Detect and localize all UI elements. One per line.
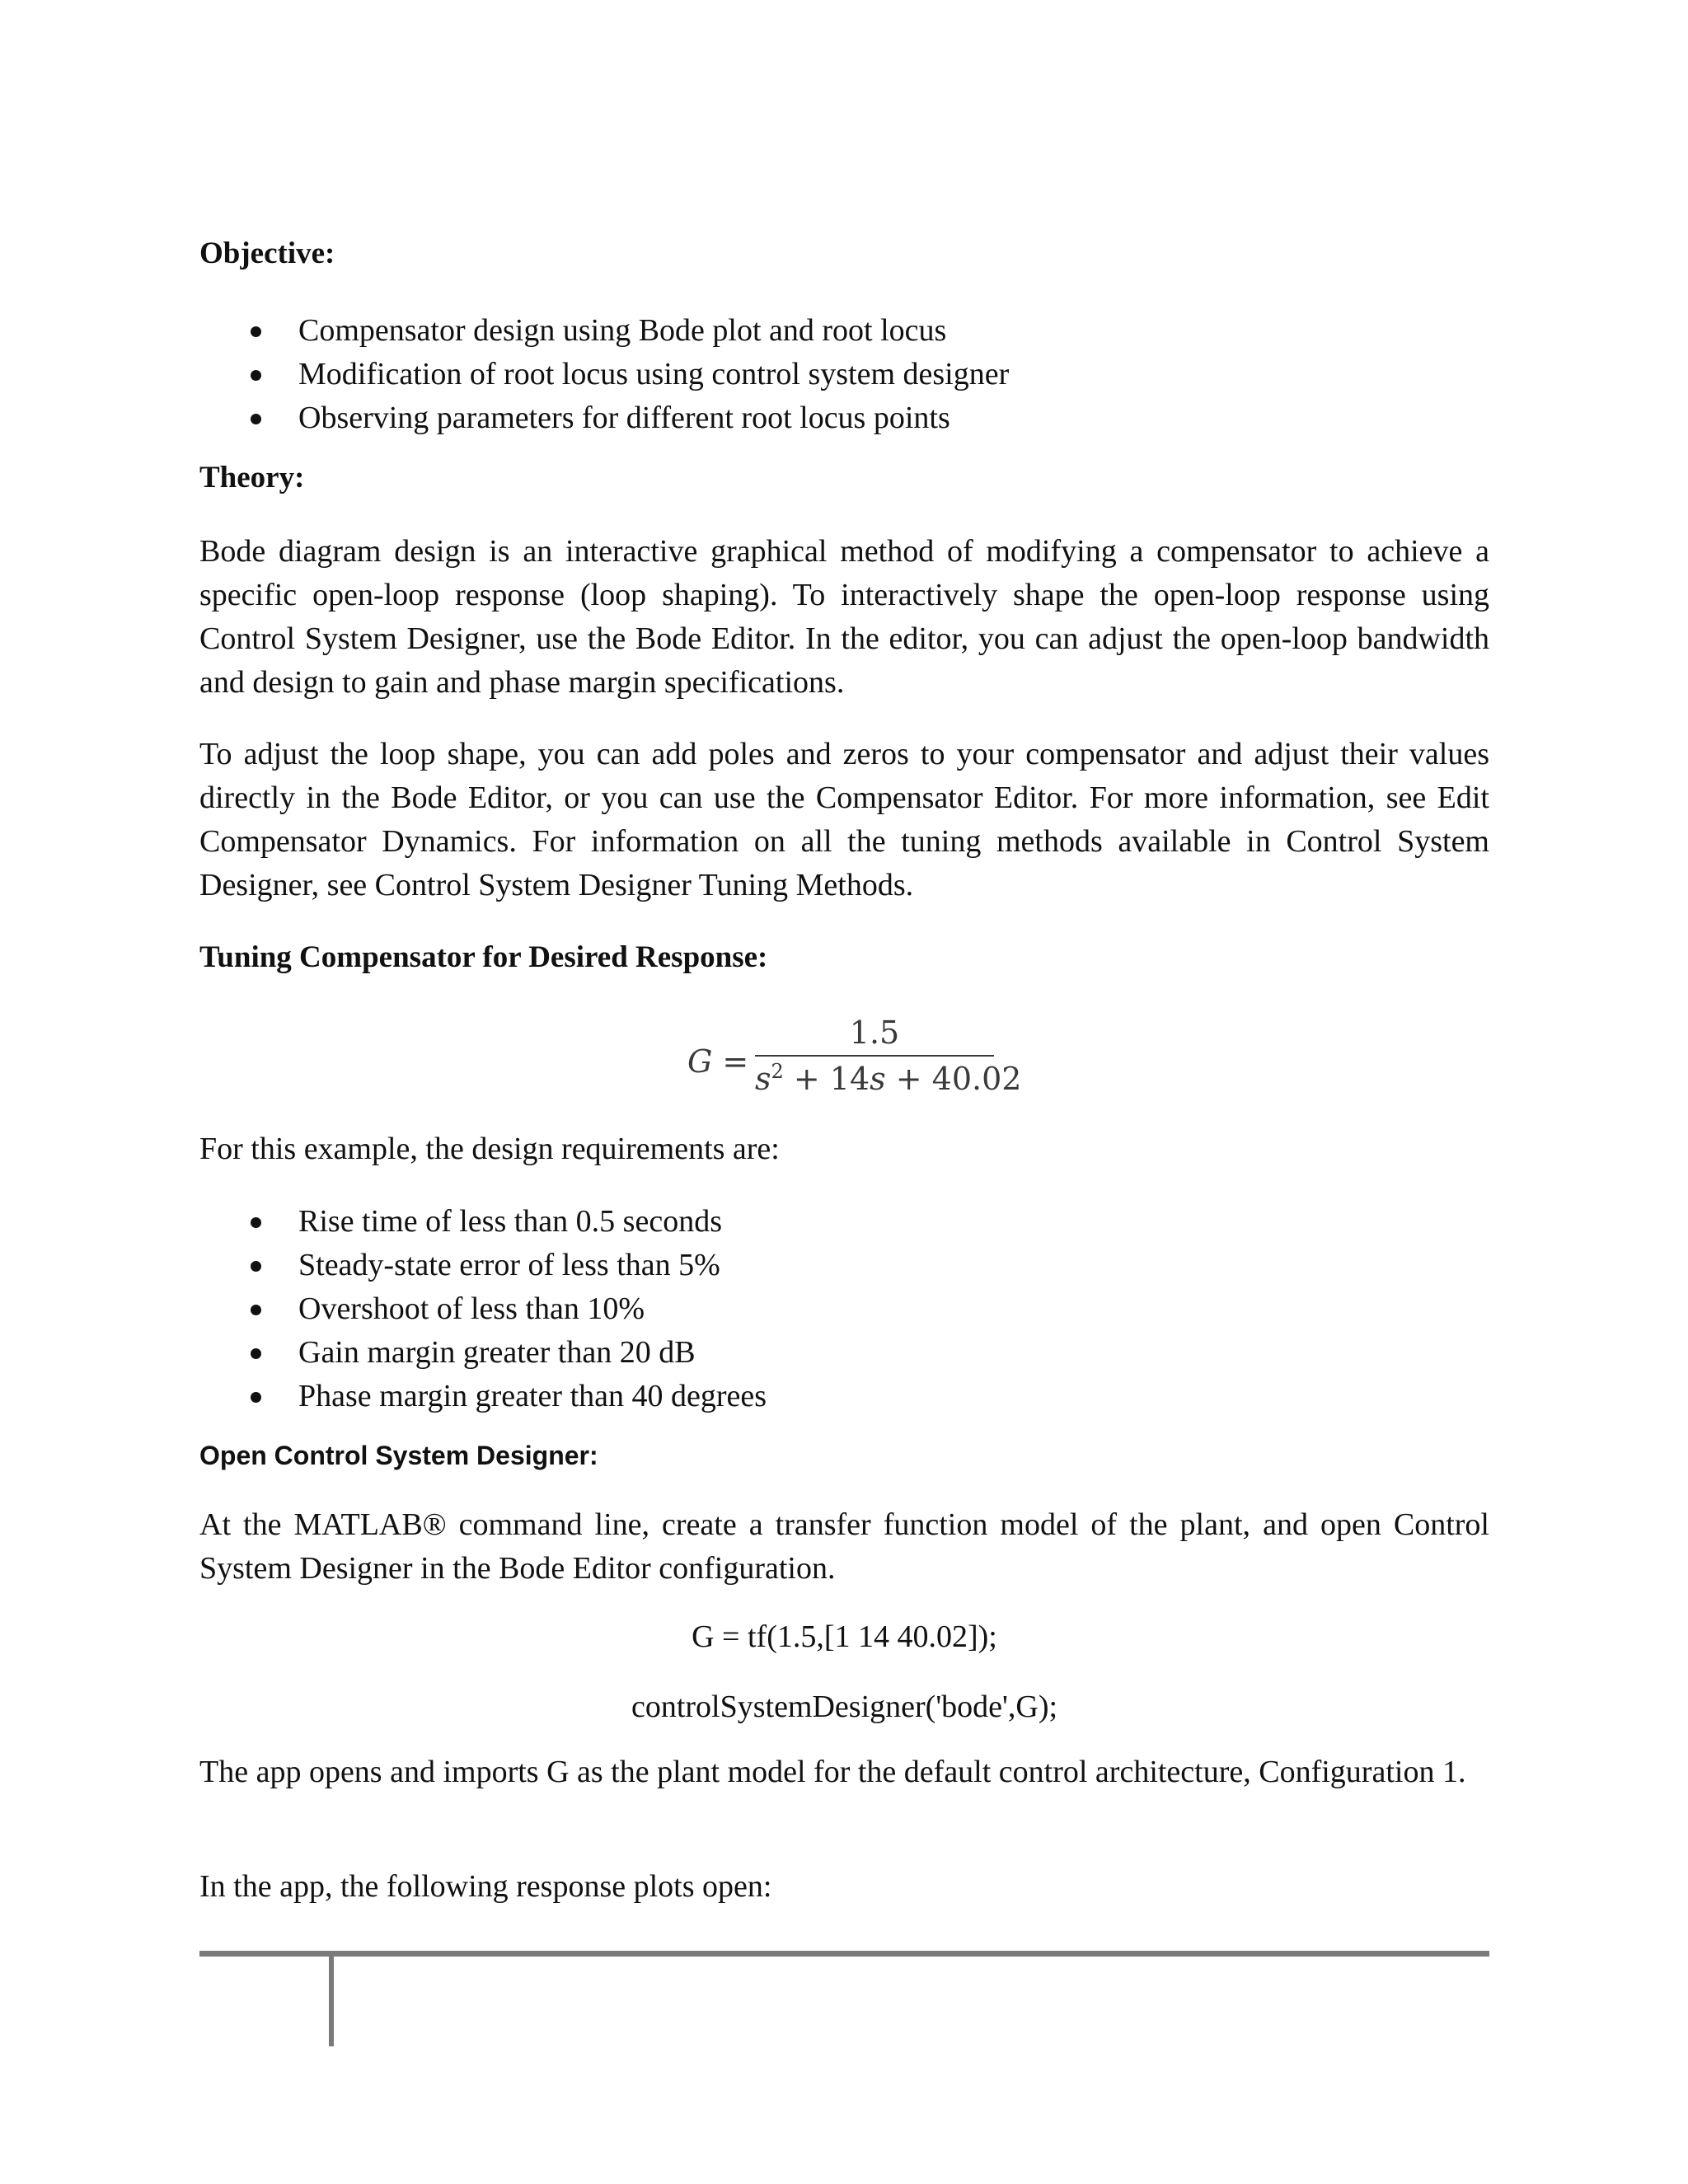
plots-intro: In the app, the following response plots open:: [199, 1869, 772, 1904]
theory-heading: Theory:: [199, 461, 305, 494]
bullet-icon: [251, 1392, 261, 1403]
list-item: Modification of root locus using control system designer: [199, 353, 1009, 396]
horizontal-rule: [199, 1951, 1489, 1957]
equation-denominator: $s^2 + 14s + 40.02$: [755, 1060, 1022, 1097]
bullet-icon: [251, 326, 261, 337]
equation-fraction: [755, 1012, 1022, 1099]
equation-numerator: 1.5: [849, 1015, 900, 1051]
bullet-icon: [251, 1348, 261, 1359]
bullet-icon: [251, 1261, 261, 1272]
theory-paragraph-2: To adjust the loop shape, you can add poles and zeros to your compensator and adjust their values directly in the Bode Editor, or you can use the Compensator Editor. For more information, see Edit Compensator Dynamics. For information on all the tuning methods available in Control System Designer, see Control System Designer Tuning Methods.: [199, 737, 1489, 902]
bullet-icon: [251, 370, 261, 381]
theory-paragraph-1: Bode diagram design is an interactive graphical method of modifying a compensator to achieve a specific open-loop response (loop shaping). To interactively shape the open-loop response using Control System Designer, use the Bode Editor. In the editor, you can adjust the open-loop bandwidth and design to gain and phase margin specifications.: [199, 534, 1489, 700]
list-item: Rise time of less than 0.5 seconds: [199, 1200, 767, 1244]
list-item: Compensator design using Bode plot and root locus: [199, 309, 1009, 353]
open-designer-paragraph: At the MATLAB® command line, create a transfer function model of the plant, and open Control System Designer in the Bode Editor configuration.: [199, 1507, 1489, 1586]
fraction-bar: [755, 1055, 994, 1057]
equation-lhs: G =: [687, 1043, 749, 1080]
list-item: Phase margin greater than 40 degrees: [199, 1375, 767, 1418]
objective-heading: Objective:: [199, 237, 335, 270]
list-item: Gain margin greater than 20 dB: [199, 1331, 767, 1375]
bullet-icon: [251, 414, 261, 424]
requirements-list: [199, 1200, 767, 1418]
code-line-1: G = tf(1.5,[1 14 40.02]);: [692, 1619, 997, 1654]
tuning-heading: Tuning Compensator for Desired Response:: [199, 940, 768, 974]
list-item: Overshoot of less than 10%: [199, 1287, 767, 1331]
objective-list: [199, 309, 1009, 440]
after-code-paragraph: The app opens and imports G as the plant model for the default control architecture, Configuration 1.: [199, 1755, 1466, 1789]
open-designer-heading: Open Control System Designer:: [199, 1441, 598, 1470]
vertical-rule: [329, 1956, 334, 2046]
transfer-function-equation: [490, 1012, 1025, 1103]
bullet-icon: [251, 1305, 261, 1315]
code-line-2: controlSystemDesigner('bode',G);: [631, 1690, 1058, 1724]
list-item: Observing parameters for different root locus points: [199, 396, 1009, 440]
requirements-intro: For this example, the design requirements are:: [199, 1132, 780, 1166]
bullet-icon: [251, 1217, 261, 1228]
list-item: Steady-state error of less than 5%: [199, 1244, 767, 1287]
